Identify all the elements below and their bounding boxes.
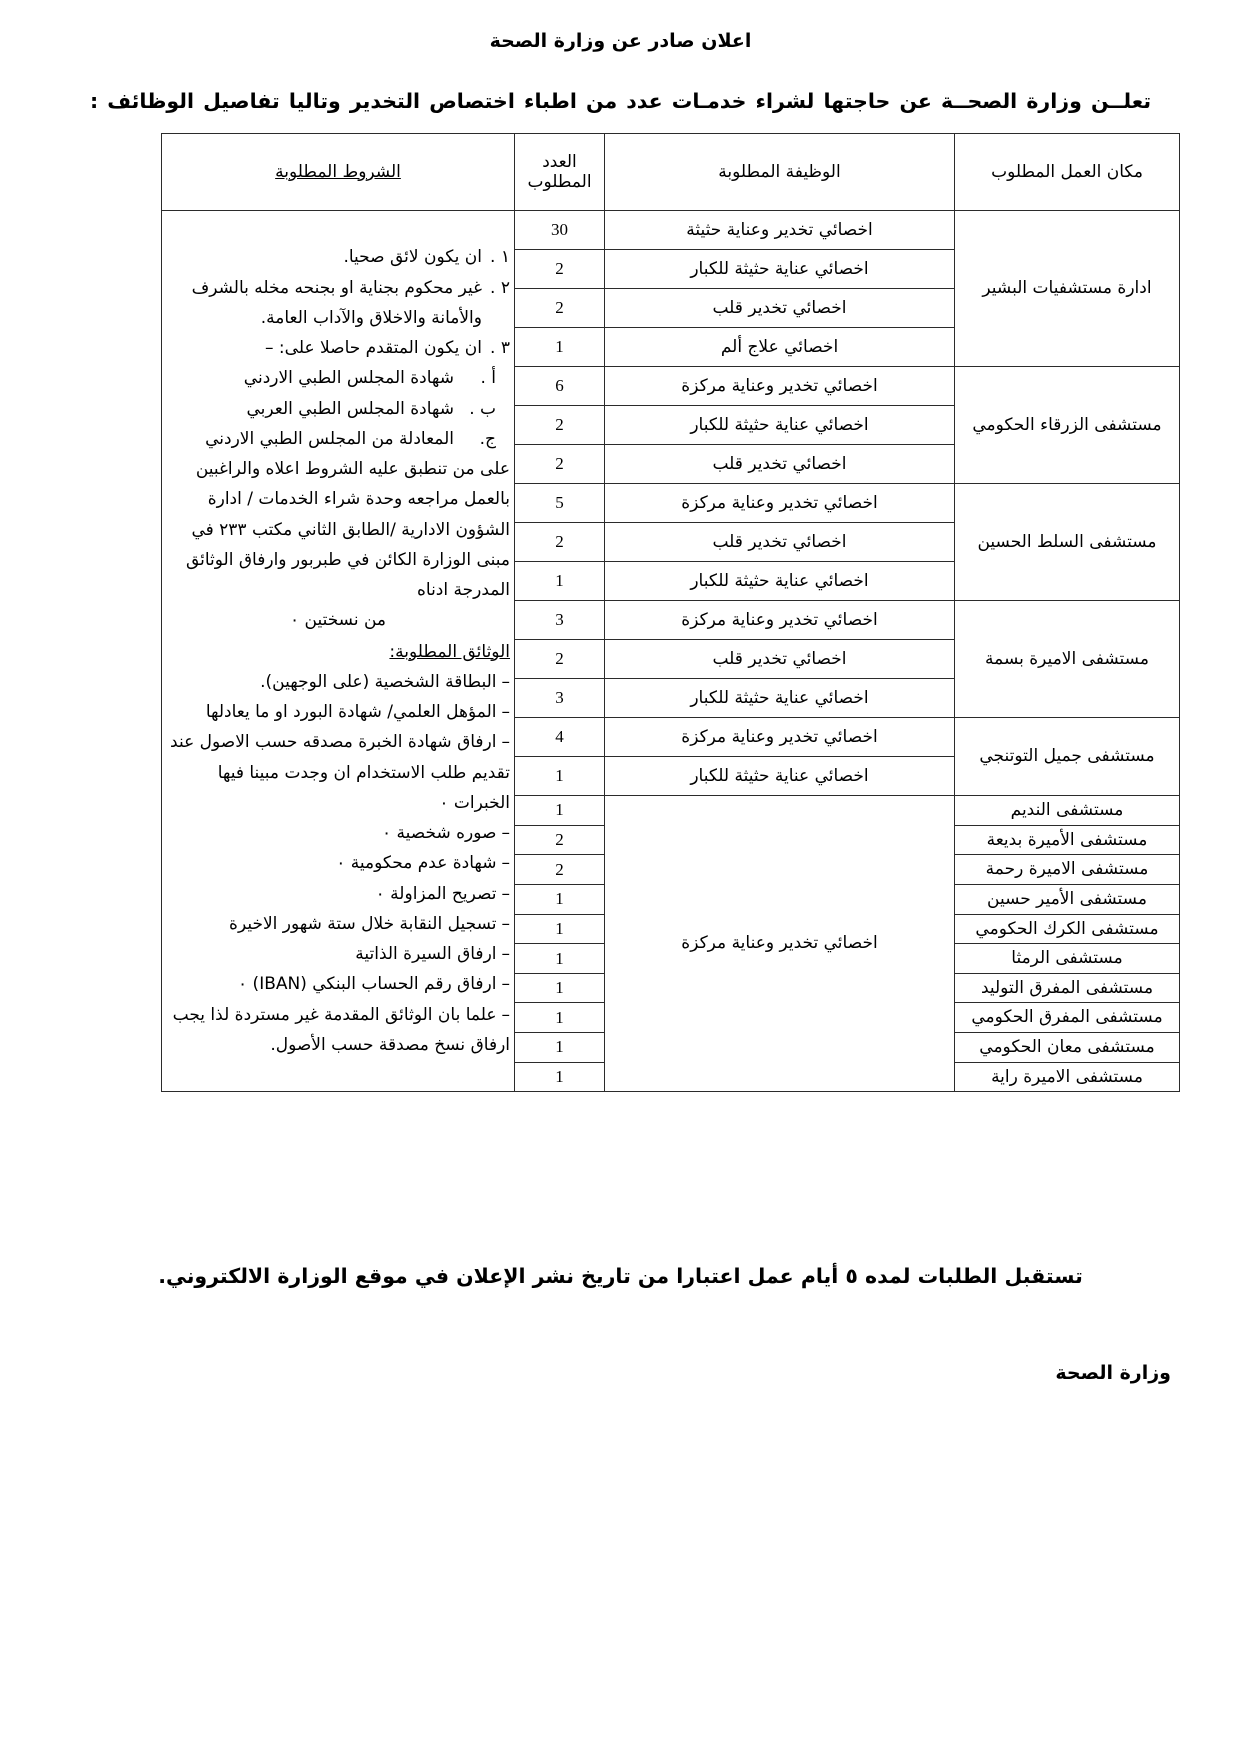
document-text: ارفاق شهادة الخبرة مصدقه حسب الاصول عند تقديم طلب الاستخدام ان وجدت مبينا فيها الخبرات ٠ [170, 732, 510, 813]
count-cell: 2 [515, 640, 605, 679]
job-cell: اخصائي عناية حثيثة للكبار [605, 757, 955, 796]
count-cell: 3 [515, 601, 605, 640]
document-item [166, 969, 510, 999]
condition-number: ٢ . [490, 277, 510, 298]
jobs-table [161, 133, 1180, 1092]
place-cell: مستشفى المفرق التوليد [955, 973, 1180, 1003]
count-cell: 2 [515, 406, 605, 445]
subitem-label: أ . [480, 368, 496, 389]
condition-number: ٣ . [490, 338, 510, 359]
dash-marker: – [501, 944, 510, 965]
condition-item [166, 242, 510, 272]
job-cell: اخصائي تخدير وعناية مركزة [605, 718, 955, 757]
count-cell: 3 [515, 679, 605, 718]
document-text: شهادة عدم محكومية ٠ [336, 853, 497, 874]
subitem-label: ج. [479, 428, 496, 449]
place-cell: مستشفى الرمثا [955, 944, 1180, 974]
count-cell: 6 [515, 367, 605, 406]
subitem-text: شهادة المجلس الطبي الاردني [243, 368, 454, 389]
place-cell: مستشفى الاميرة بسمة [955, 601, 1180, 718]
header-count-line2: المطلوب [527, 172, 592, 192]
condition-subitem [166, 394, 510, 424]
document-item [166, 909, 510, 939]
condition-subitem [166, 363, 510, 393]
place-cell: مستشفى الزرقاء الحكومي [955, 367, 1180, 484]
document-item [166, 1000, 510, 1061]
condition-number: ١ . [490, 247, 510, 268]
place-cell: مستشفى الكرك الحكومي [955, 914, 1180, 944]
count-cell: 1 [515, 1033, 605, 1063]
count-cell: 4 [515, 718, 605, 757]
place-cell: مستشفى النديم [955, 796, 1180, 826]
document-item [166, 939, 510, 969]
job-cell: اخصائي عناية حثيثة للكبار [605, 679, 955, 718]
table-header-row [162, 134, 1180, 211]
header-conditions-label: الشروط المطلوبة [275, 162, 401, 182]
condition-text: غير محكوم بجناية او بجنحه مخله بالشرف والأمانة والاخلاق والآداب العامة. [191, 277, 482, 328]
condition-text: ان يكون لائق صحيا. [343, 247, 482, 268]
dash-marker: – [501, 823, 510, 844]
table-row [162, 211, 1180, 250]
count-cell: 1 [515, 944, 605, 974]
job-cell: اخصائي تخدير وعناية حثيثة [605, 211, 955, 250]
place-cell: مستشفى الاميرة رحمة [955, 855, 1180, 885]
conditions-paragraph: على من تنطبق عليه الشروط اعلاه والراغبين بالعمل مراجعه وحدة شراء الخدمات / ادارة الشؤون الادارية /الطابق الثاني مكتب ٢٣٣ في مبنى الوزارة الكائن في طبربور وارفاق الوثائق المدرجة ادناه [185, 459, 510, 601]
document-text: صوره شخصية ٠ [382, 823, 497, 844]
dash-marker: – [501, 853, 510, 874]
place-cell: مستشفى جميل التوتنجي [955, 718, 1180, 796]
count-cell: 1 [515, 1003, 605, 1033]
subitem-text: المعادلة من المجلس الطبي الاردني [205, 428, 454, 449]
place-cell: مستشفى السلط الحسين [955, 484, 1180, 601]
count-cell: 1 [515, 973, 605, 1003]
count-cell: 1 [515, 914, 605, 944]
job-cell-merged: اخصائي تخدير وعناية مركزة [605, 796, 955, 1092]
count-cell: 1 [515, 1062, 605, 1092]
count-cell: 2 [515, 289, 605, 328]
document-item [166, 879, 510, 909]
dash-marker: – [501, 1004, 510, 1025]
document-item [166, 818, 510, 848]
header-count-line1: العدد [542, 152, 577, 172]
job-cell: اخصائي تخدير وعناية مركزة [605, 601, 955, 640]
header-job: الوظيفة المطلوبة [605, 134, 955, 211]
count-cell: 30 [515, 211, 605, 250]
count-cell: 1 [515, 757, 605, 796]
document-text: تصريح المزاولة ٠ [375, 883, 497, 904]
document-footer: تستقبل الطلبات لمده ٥ أيام عمل اعتبارا من تاريخ نشر الإعلان في موقع الوزارة الالكتروني. [158, 1264, 1083, 1288]
job-cell: اخصائي تخدير قلب [605, 640, 955, 679]
place-cell: مستشفى المفرق الحكومي [955, 1003, 1180, 1033]
condition-item [166, 273, 510, 334]
count-cell: 2 [515, 825, 605, 855]
header-count [515, 134, 605, 211]
document-item [166, 667, 510, 697]
header-conditions [162, 134, 515, 211]
document-text: المؤهل العلمي/ شهادة البورد او ما يعادلها [205, 702, 497, 723]
document-item [166, 727, 510, 818]
condition-text: ان يكون المتقدم حاصلا على: – [265, 338, 482, 359]
count-cell: 2 [515, 855, 605, 885]
job-cell: اخصائي تخدير وعناية مركزة [605, 484, 955, 523]
place-cell: ادارة مستشفيات البشير [955, 211, 1180, 367]
document-text: ارفاق السيرة الذاتية [355, 944, 497, 965]
job-cell: اخصائي تخدير وعناية مركزة [605, 367, 955, 406]
condition-item [166, 333, 510, 363]
count-cell: 2 [515, 445, 605, 484]
job-cell: اخصائي عناية حثيثة للكبار [605, 406, 955, 445]
place-cell: مستشفى الأميرة بديعة [955, 825, 1180, 855]
count-cell: 1 [515, 796, 605, 826]
place-cell: مستشفى معان الحكومي [955, 1033, 1180, 1063]
job-cell: اخصائي تخدير قلب [605, 523, 955, 562]
dash-marker: – [501, 671, 510, 692]
count-cell: 1 [515, 884, 605, 914]
dash-marker: – [501, 883, 510, 904]
document-text: تسجيل النقابة خلال ستة شهور الاخيرة [229, 913, 497, 934]
condition-subitem [166, 424, 510, 454]
document-text: البطاقة الشخصية (على الوجهين). [260, 671, 497, 692]
job-cell: اخصائي علاج ألم [605, 328, 955, 367]
document-item [166, 697, 510, 727]
conditions-list [166, 242, 510, 1060]
place-cell: مستشفى الأمير حسين [955, 884, 1180, 914]
job-cell: اخصائي عناية حثيثة للكبار [605, 250, 955, 289]
conditions-paragraph-tail: من نسختين ٠ [289, 610, 387, 631]
document-text: علما بان الوثائق المقدمة غير مستردة لذا يجب ارفاق نسخ مصدقة حسب الأصول. [172, 1004, 510, 1055]
place-cell: مستشفى الاميرة راية [955, 1062, 1180, 1092]
count-cell: 1 [515, 328, 605, 367]
header-place: مكان العمل المطلوب [955, 134, 1180, 211]
job-cell: اخصائي تخدير قلب [605, 289, 955, 328]
count-cell: 1 [515, 562, 605, 601]
documents-heading: الوثائق المطلوبة: [389, 641, 510, 662]
dash-marker: – [501, 974, 510, 995]
job-cell: اخصائي تخدير قلب [605, 445, 955, 484]
dash-marker: – [501, 702, 510, 723]
count-cell: 5 [515, 484, 605, 523]
document-item [166, 848, 510, 878]
job-cell: اخصائي عناية حثيثة للكبار [605, 562, 955, 601]
document-signature: وزارة الصحة [1055, 1362, 1171, 1384]
jobs-table-wrapper [162, 133, 1180, 1092]
document-text: ارفاق رقم الحساب البنكي (IBAN) ٠ [238, 974, 497, 995]
dash-marker: – [501, 913, 510, 934]
document-header: اعلان صادر عن وزارة الصحة [489, 30, 752, 52]
conditions-cell [162, 211, 515, 1092]
subitem-text: شهادة المجلس الطبي العربي [246, 398, 454, 419]
dash-marker: – [501, 732, 510, 753]
count-cell: 2 [515, 523, 605, 562]
document-intro: تعلــن وزارة الصحــة عن حاجتها لشراء خدمـات عدد من اطباء اختصاص التخدير وتاليا تفاصيل الوظائف : [89, 89, 1152, 113]
subitem-label: ب . [469, 398, 496, 419]
count-cell: 2 [515, 250, 605, 289]
